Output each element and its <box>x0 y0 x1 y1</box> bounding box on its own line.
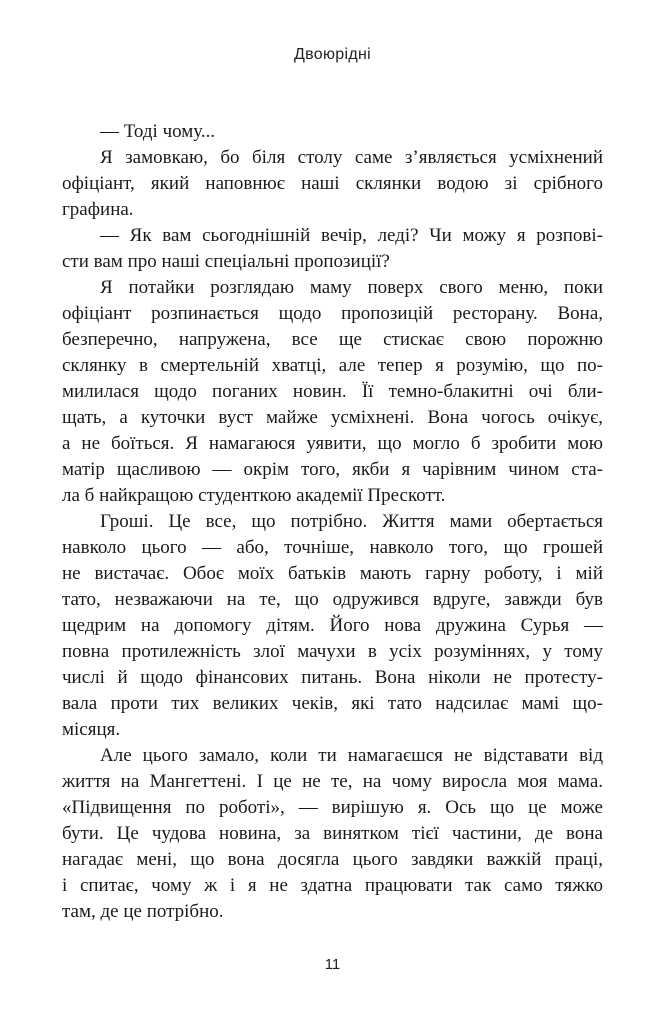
page-number: 11 <box>324 956 341 973</box>
text-line: Я замовкаю, бо біля столу саме з’являється усміхнений <box>100 147 603 168</box>
text-line: милилася щодо поганих новин. Її темно-блакитні очі бли- <box>62 381 603 402</box>
text-line: офіціант розпинається щодо пропозицій ресторану. Вона, <box>62 303 603 324</box>
text-line: вала проти тих великих чеків, які тато надсилає мамі що- <box>62 693 603 714</box>
text-line: Але цього замало, коли ти намагаєшся не відставати від <box>100 745 603 766</box>
text-line: повна протилежність злої мачухи в усіх розуміннях, у тому <box>62 641 603 662</box>
text-line: щать, а куточки вуст майже усміхнені. Вона чогось очікує, <box>62 407 603 428</box>
text-line: склянку в смертельній хватці, але тепер я розумію, що по- <box>62 355 603 376</box>
text-line: офіціант, який наповнює наші склянки водою зі срібного <box>62 173 603 194</box>
text-line: графина. <box>62 199 134 220</box>
text-line: «Підвищення по роботі», — вирішую я. Ось що це може <box>62 797 603 818</box>
text-line: ла б найкращою студенткою академії Прескотт. <box>62 485 446 506</box>
text-line: і спитає, чому ж і я не здатна працювати так само тяжко <box>62 875 603 896</box>
text-line: бути. Це чудова новина, за винятком тієї частини, де вона <box>62 823 603 844</box>
text-line: життя на Мангеттені. І це не те, на чому виросла моя мама. <box>62 771 603 792</box>
paragraph <box>62 743 603 925</box>
text-line: щедрим на допомогу дітям. Його нова дружина Сурья — <box>62 615 603 636</box>
paragraph <box>62 119 603 145</box>
text-line: а не боїться. Я намагаюся уявити, що могло б зробити мою <box>62 433 603 454</box>
paragraph <box>62 223 603 275</box>
running-header: Двоюрідні <box>294 46 371 63</box>
text-line: — Тоді чому... <box>100 121 216 142</box>
text-line: навколо цього — або, точніше, навколо того, що грошей <box>62 537 603 558</box>
paragraph <box>62 275 603 509</box>
text-line: місяця. <box>62 719 121 740</box>
text-line: безперечно, напружена, все ще стискає свою порожню <box>62 329 603 350</box>
body-text <box>62 119 603 925</box>
text-line: — Як вам сьогоднішній вечір, леді? Чи можу я розпові- <box>100 225 603 246</box>
text-line: Я потайки розглядаю маму поверх свого меню, поки <box>100 277 603 298</box>
paragraph <box>62 145 603 223</box>
text-line: там, де це потрібно. <box>62 901 224 922</box>
text-line: числі й щодо фінансових питань. Вона ніколи не протесту- <box>62 667 603 688</box>
text-line: сти вам про наші спеціальні пропозиції? <box>62 251 390 272</box>
text-line: нагадає мені, що вона досягла цього завдяки важкій праці, <box>62 849 603 870</box>
paragraph <box>62 509 603 743</box>
text-line: тато, незважаючи на те, що одружився вдруге, завжди був <box>62 589 603 610</box>
text-line: Гроші. Це все, що потрібно. Життя мами обертається <box>100 511 603 532</box>
text-line: не вистачає. Обоє моїх батьків мають гарну роботу, і мій <box>62 563 603 584</box>
text-line: матір щасливою — окрім того, якби я чарівним чином ста- <box>62 459 603 480</box>
